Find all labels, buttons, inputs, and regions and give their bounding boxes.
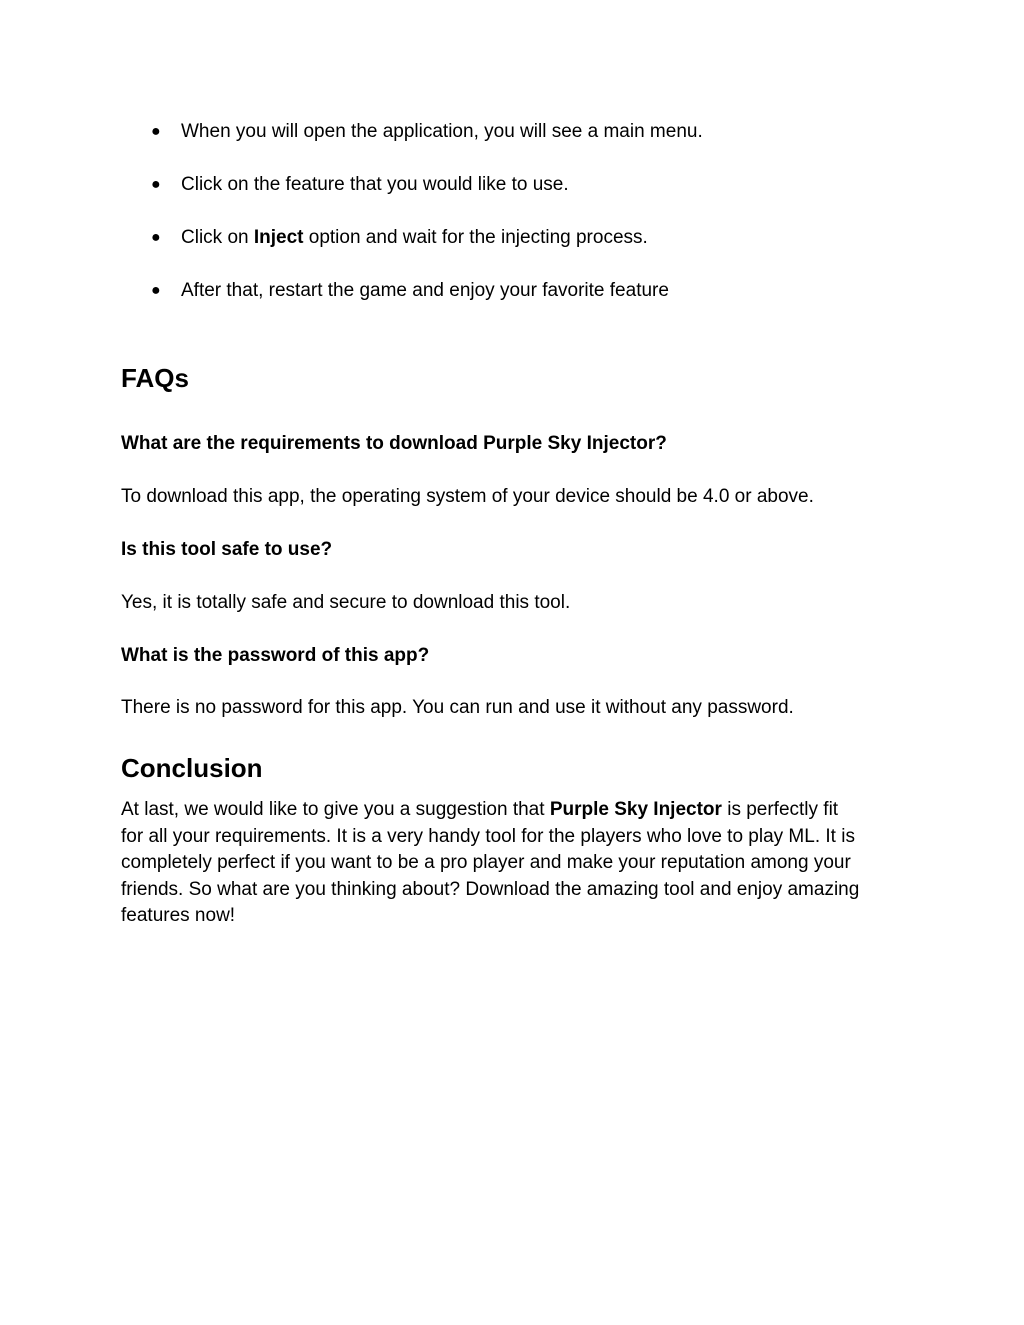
paragraph-line: for all your requirements. It is a very handy tool for the players who love to play ML. It is	[121, 825, 855, 847]
faq-question: What is the password of this app?	[121, 645, 430, 666]
faq-answer: Yes, it is totally safe and secure to download this tool.	[121, 592, 571, 613]
bullet-icon: ●	[151, 229, 161, 246]
paragraph-text: At last, we would like to give you a suggestion that	[121, 799, 550, 820]
bullet-icon: ●	[151, 176, 161, 193]
paragraph-line: friends. So what are you thinking about? Download the amazing tool and enjoy amazing	[121, 878, 860, 900]
list-item	[150, 171, 910, 224]
paragraph-line: features now!	[121, 905, 236, 927]
faq-question: What are the requirements to download Purple Sky Injector?	[121, 433, 667, 454]
faq-question: Is this tool safe to use?	[121, 539, 333, 560]
paragraph-line	[121, 797, 911, 824]
step-text: When you will open the application, you will see a main menu.	[181, 121, 703, 142]
bullet-icon: ●	[151, 123, 161, 140]
list-item	[150, 224, 910, 277]
step-text: Click on	[181, 227, 254, 248]
step-text: Click on the feature that you would like to use.	[181, 174, 569, 195]
list-item	[150, 118, 910, 171]
list-item	[150, 277, 910, 330]
conclusion-paragraph	[121, 797, 911, 930]
bullet-icon: ●	[151, 282, 161, 299]
paragraph-text: is perfectly fit	[721, 799, 839, 820]
steps-list	[150, 118, 910, 330]
conclusion-heading: Conclusion	[121, 753, 263, 783]
product-name: Purple Sky Injector	[549, 799, 722, 820]
step-text: After that, restart the game and enjoy your favorite feature	[181, 280, 669, 301]
faq-answer: To download this app, the operating system of your device should be 4.0 or above.	[121, 486, 814, 507]
step-text-end: option and wait for the injecting process.	[303, 227, 648, 248]
step-bold-text: Inject	[253, 227, 304, 248]
faq-answer: There is no password for this app. You can run and use it without any password.	[121, 697, 794, 718]
faqs-heading: FAQs	[121, 363, 189, 393]
paragraph-line: completely perfect if you want to be a pro player and make your reputation among your	[121, 852, 851, 874]
